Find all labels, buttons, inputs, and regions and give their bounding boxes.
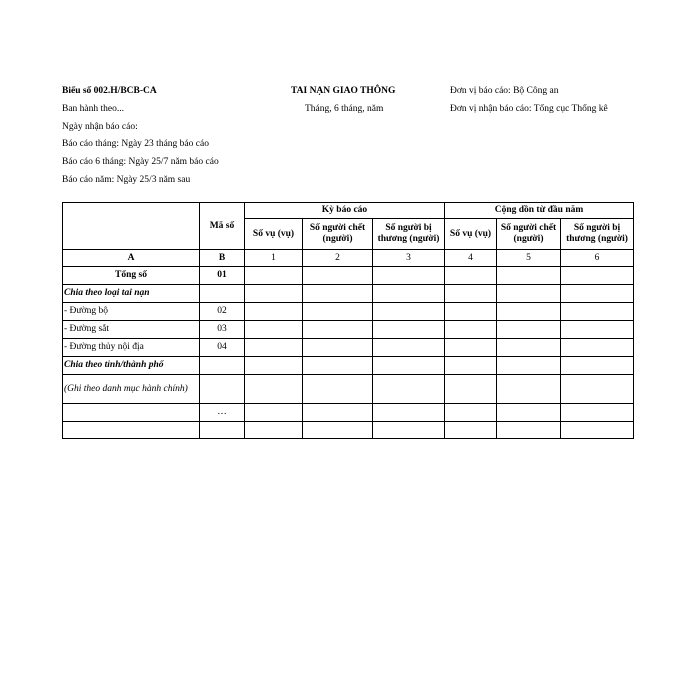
form-code: Biểu số 002.H/BCB-CA xyxy=(62,86,157,96)
data-cell xyxy=(373,357,445,375)
col-header-cases-cumulative: Số vụ (vụ) xyxy=(445,219,497,250)
col-header-deaths: Số người chết (người) xyxy=(303,219,373,250)
data-cell xyxy=(245,321,303,339)
data-cell xyxy=(303,357,373,375)
table-row xyxy=(63,267,634,285)
row-label: (Ghi theo danh mục hành chính) xyxy=(63,375,200,404)
row-code: 04 xyxy=(200,339,245,357)
data-cell xyxy=(497,404,561,422)
data-cell xyxy=(245,267,303,285)
data-cell xyxy=(561,339,634,357)
data-cell xyxy=(303,339,373,357)
data-cell xyxy=(445,321,497,339)
row-label: - Đường thủy nội địa xyxy=(63,339,200,357)
table-row xyxy=(63,303,634,321)
row-label xyxy=(63,422,200,439)
data-cell xyxy=(245,339,303,357)
row-code: 02 xyxy=(200,303,245,321)
data-cell xyxy=(561,357,634,375)
row-code: … xyxy=(200,404,245,422)
row-label: Chia theo tỉnh/thành phố xyxy=(63,357,200,375)
index-row xyxy=(63,250,634,267)
data-cell xyxy=(497,285,561,303)
row-code xyxy=(200,375,245,404)
data-cell xyxy=(561,321,634,339)
data-cell xyxy=(497,375,561,404)
data-cell xyxy=(445,303,497,321)
data-cell xyxy=(373,375,445,404)
table-row xyxy=(63,339,634,357)
yearly-report-deadline: Báo cáo năm: Ngày 25/3 năm sau xyxy=(62,175,191,185)
data-cell xyxy=(445,339,497,357)
data-cell xyxy=(373,321,445,339)
data-cell xyxy=(373,303,445,321)
data-cell xyxy=(245,303,303,321)
row-code: 03 xyxy=(200,321,245,339)
data-cell xyxy=(303,285,373,303)
row-label: - Đường bộ xyxy=(63,303,200,321)
index-cell: 2 xyxy=(303,250,373,267)
col-header-injured-cumulative: Số người bị thương (người) xyxy=(561,219,634,250)
data-cell xyxy=(373,267,445,285)
received-date-label: Ngày nhận báo cáo: xyxy=(62,122,138,132)
index-cell: 1 xyxy=(245,250,303,267)
row-code xyxy=(200,357,245,375)
reporting-unit: Đơn vị báo cáo: Bộ Công an xyxy=(450,86,559,96)
col-header-injured: Số người bị thương (người) xyxy=(373,219,445,250)
data-cell xyxy=(245,404,303,422)
data-cell xyxy=(445,375,497,404)
data-cell xyxy=(445,422,497,439)
col-header-deaths-cumulative: Số người chết (người) xyxy=(497,219,561,250)
data-cell xyxy=(561,375,634,404)
data-cell xyxy=(561,404,634,422)
data-cell xyxy=(303,422,373,439)
data-cell xyxy=(373,285,445,303)
data-cell xyxy=(561,267,634,285)
data-cell xyxy=(445,285,497,303)
six-month-report-deadline: Báo cáo 6 tháng: Ngày 25/7 năm báo cáo xyxy=(62,157,219,167)
row-code xyxy=(200,285,245,303)
table-row xyxy=(63,404,634,422)
data-cell xyxy=(303,303,373,321)
data-cell xyxy=(303,404,373,422)
data-cell xyxy=(561,285,634,303)
data-cell xyxy=(373,404,445,422)
row-label: Chia theo loại tai nạn xyxy=(63,285,200,303)
data-cell xyxy=(373,422,445,439)
table-row xyxy=(63,422,634,439)
label-header-cell xyxy=(63,203,200,250)
data-cell xyxy=(497,357,561,375)
table-row xyxy=(63,357,634,375)
report-table xyxy=(62,202,634,439)
index-cell: 6 xyxy=(561,250,634,267)
data-cell xyxy=(497,422,561,439)
col-header-cases: Số vụ (vụ) xyxy=(245,219,303,250)
code-header: Mã số xyxy=(200,203,245,250)
data-cell xyxy=(245,285,303,303)
data-cell xyxy=(445,404,497,422)
row-label: Tổng số xyxy=(63,267,200,285)
row-label: - Đường sắt xyxy=(63,321,200,339)
table-row xyxy=(63,285,634,303)
index-cell: 3 xyxy=(373,250,445,267)
data-cell xyxy=(445,267,497,285)
data-cell xyxy=(561,422,634,439)
data-cell xyxy=(245,357,303,375)
group-header-period: Kỳ báo cáo xyxy=(245,203,445,219)
index-cell: A xyxy=(63,250,200,267)
row-label xyxy=(63,404,200,422)
row-code: 01 xyxy=(200,267,245,285)
data-cell xyxy=(497,303,561,321)
page-title: TAI NẠN GIAO THÔNG xyxy=(291,86,396,96)
data-cell xyxy=(497,339,561,357)
data-cell xyxy=(497,267,561,285)
receiving-unit: Đơn vị nhận báo cáo: Tổng cục Thống kê xyxy=(450,104,608,114)
monthly-report-deadline: Báo cáo tháng: Ngày 23 tháng báo cáo xyxy=(62,139,209,149)
data-cell xyxy=(303,321,373,339)
page-subtitle: Tháng, 6 tháng, năm xyxy=(305,104,384,114)
data-cell xyxy=(497,321,561,339)
table-row xyxy=(63,321,634,339)
group-header-cumulative: Cộng dồn từ đầu năm xyxy=(445,203,634,219)
index-cell: B xyxy=(200,250,245,267)
data-cell xyxy=(561,303,634,321)
row-code xyxy=(200,422,245,439)
table-row xyxy=(63,375,634,404)
data-cell xyxy=(245,375,303,404)
data-cell xyxy=(445,357,497,375)
issued-by: Ban hành theo... xyxy=(62,104,125,114)
data-cell xyxy=(373,339,445,357)
index-cell: 4 xyxy=(445,250,497,267)
data-cell xyxy=(303,375,373,404)
index-cell: 5 xyxy=(497,250,561,267)
data-cell xyxy=(303,267,373,285)
data-cell xyxy=(245,422,303,439)
